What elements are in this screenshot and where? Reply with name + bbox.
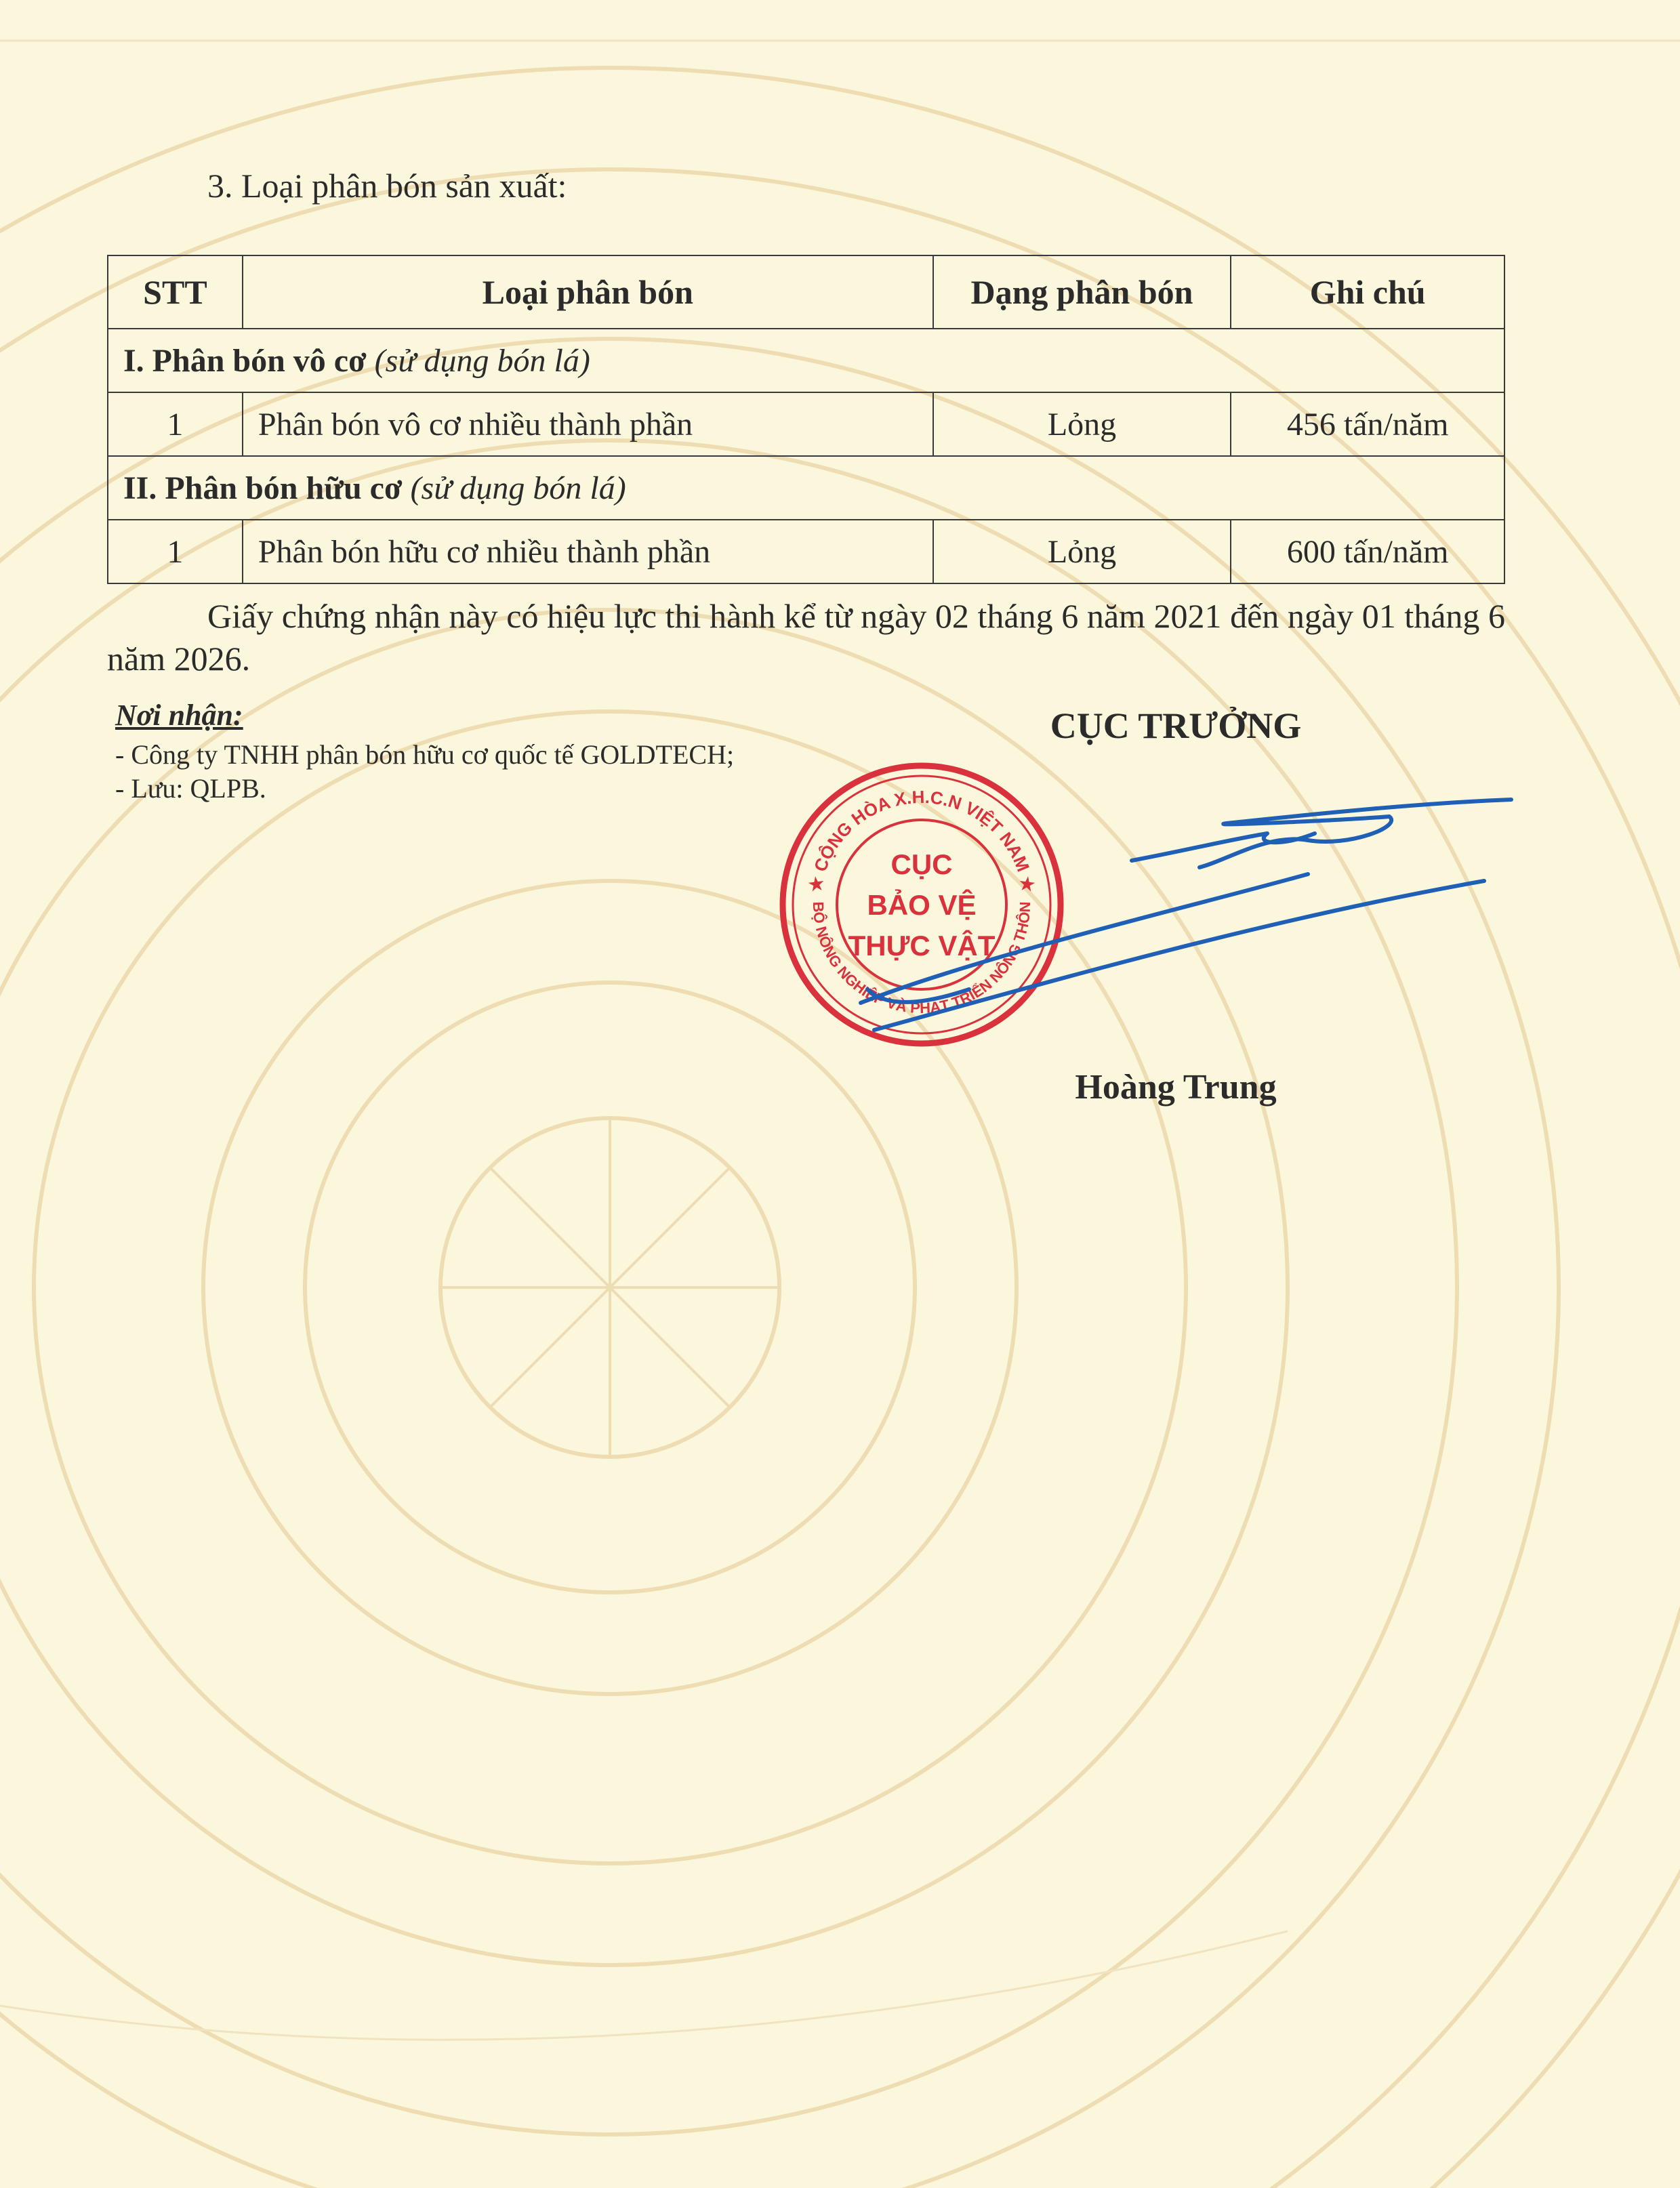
cell-form: Lỏng [933, 392, 1231, 456]
group-row [108, 456, 1504, 520]
seal-line-3: THỰC VẬT [848, 930, 996, 962]
cell-note: 456 tấn/năm [1231, 392, 1504, 456]
signer-role: CỤC TRƯỞNG [1050, 705, 1302, 746]
cell-stt: 1 [108, 520, 243, 583]
table-row [108, 392, 1504, 456]
col-header-note: Ghi chú [1231, 255, 1504, 329]
cell-type: Phân bón vô cơ nhiều thành phần [243, 392, 933, 456]
validity-statement: Giấy chứng nhận này có hiệu lực thi hành kể từ ngày 02 tháng 6 năm 2021 đến ngày 01 tháng 6 năm 2026. [107, 597, 1505, 678]
section-heading: 3. Loại phân bón sản xuất: [207, 167, 567, 205]
svg-text:BỘ NÔNG NGHIỆP VÀ PHÁT TRIỂN N: BỘ NÔNG NGHIỆP VÀ PHÁT TRIỂN NÔNG THÔN [809, 901, 1034, 1017]
group-row [108, 329, 1504, 392]
recipients-block [115, 698, 773, 806]
group-title: II. Phân bón hữu cơ [123, 470, 403, 506]
group-note: (sử dụng bón lá) [374, 342, 590, 379]
handwritten-signature [847, 786, 1525, 1071]
svg-text:★ CỘNG HÒA X.H.C.N VIỆT NAM ★: ★ CỘNG HÒA X.H.C.N VIỆT NAM ★ [804, 786, 1040, 894]
cell-form: Lỏng [933, 520, 1231, 583]
seal-line-1: CỤC [890, 848, 953, 880]
group-note: (sử dụng bón lá) [410, 470, 626, 506]
recipients-title: Nơi nhận: [115, 699, 243, 732]
table-row [108, 520, 1504, 583]
recipient-line: - Lưu: QLPB. [115, 773, 266, 804]
group-title-cell [108, 456, 1504, 520]
cell-type: Phân bón hữu cơ nhiều thành phần [243, 520, 933, 583]
cell-note: 600 tấn/năm [1231, 520, 1504, 583]
col-header-form: Dạng phân bón [933, 255, 1231, 329]
recipient-line: - Công ty TNHH phân bón hữu cơ quốc tế GOLDTECH; [115, 739, 735, 770]
table-header-row [108, 255, 1504, 329]
col-header-stt: STT [108, 255, 243, 329]
group-title-cell [108, 329, 1504, 392]
signer-name: Hoàng Trung [1075, 1068, 1277, 1107]
group-title: I. Phân bón vô cơ [123, 342, 367, 379]
fertilizer-table [107, 255, 1505, 584]
cell-stt: 1 [108, 392, 243, 456]
col-header-type: Loại phân bón [243, 255, 933, 329]
seal-line-2: BẢO VỆ [867, 889, 977, 921]
